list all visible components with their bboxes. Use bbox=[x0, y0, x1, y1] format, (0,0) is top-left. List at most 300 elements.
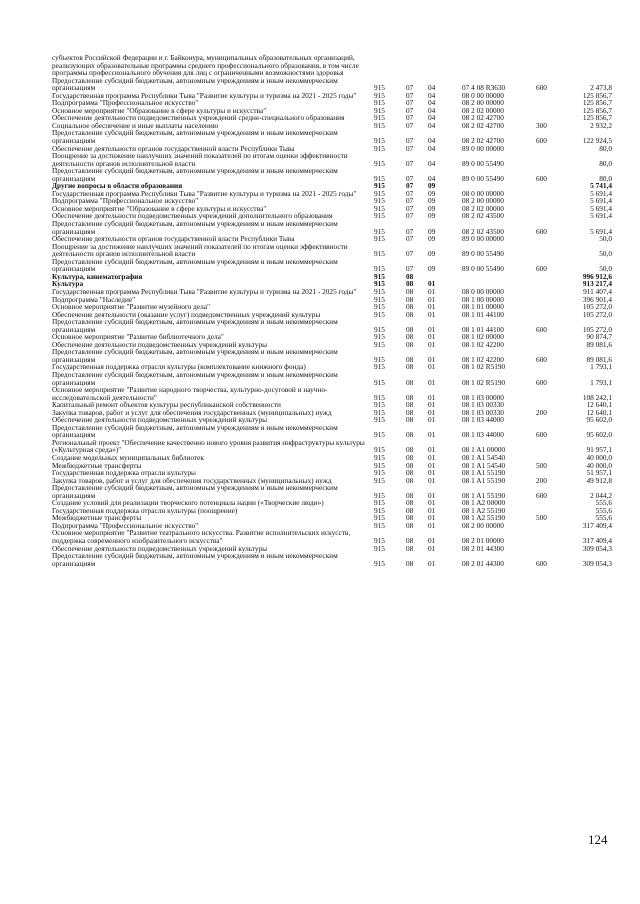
cell-grbs: 915 bbox=[374, 234, 385, 244]
cell-csr: 08 1 03 44000 bbox=[462, 415, 504, 425]
cell-sum: 2 044,2 bbox=[590, 490, 612, 500]
cell-name: Региональный проект "Обеспечение качественно нового уровня развития инфраструктуры культуры («Культурная среда»)" bbox=[52, 437, 365, 455]
cell-rz: 07 bbox=[406, 264, 414, 274]
cell-rz: 08 bbox=[406, 400, 414, 410]
cell-csr: 08 1 A2 55190 bbox=[462, 505, 506, 515]
cell-csr: 08 2 00 00000 bbox=[462, 98, 504, 108]
cell-grbs: 915 bbox=[374, 158, 385, 168]
table-row bbox=[52, 484, 612, 499]
cell-rz: 08 bbox=[406, 460, 414, 470]
cell-vr: 600 bbox=[536, 264, 547, 274]
cell-pr: 01 bbox=[428, 490, 436, 500]
cell-rz: 07 bbox=[406, 136, 414, 146]
cell-rz: 08 bbox=[406, 302, 414, 312]
cell-rz: 08 bbox=[406, 543, 414, 553]
cell-pr: 04 bbox=[428, 83, 436, 93]
cell-name: Основное мероприятие "Развитие библиотечного дела" bbox=[52, 332, 224, 342]
cell-pr: 01 bbox=[428, 286, 436, 296]
cell-grbs: 915 bbox=[374, 520, 385, 530]
cell-rz: 08 bbox=[406, 309, 414, 319]
table-row bbox=[52, 129, 612, 144]
page-number: 124 bbox=[588, 832, 608, 847]
cell-name: Основное мероприятие "Образование в сфере культуры и искусства" bbox=[52, 203, 267, 213]
cell-rz: 08 bbox=[406, 377, 414, 387]
cell-grbs: 915 bbox=[374, 392, 385, 402]
cell-sum: 105 272,0 bbox=[582, 324, 612, 334]
cell-grbs: 915 bbox=[374, 558, 385, 568]
cell-grbs: 915 bbox=[374, 203, 385, 213]
cell-sum: 5 741,4 bbox=[590, 181, 612, 191]
cell-grbs: 915 bbox=[374, 445, 385, 455]
cell-grbs: 915 bbox=[374, 475, 385, 485]
cell-name: Социальное обеспечение и иные выплаты населению bbox=[52, 120, 219, 130]
cell-csr: 89 0 00 55490 bbox=[462, 264, 504, 274]
cell-csr: 89 0 00 00000 bbox=[462, 143, 504, 153]
cell-grbs: 915 bbox=[374, 173, 385, 183]
cell-name: Межбюджетные трансферты bbox=[52, 513, 142, 523]
cell-grbs: 915 bbox=[374, 460, 385, 470]
cell-name: Государственная поддержка отрасли культуры (поощрение) bbox=[52, 505, 238, 515]
cell-grbs: 915 bbox=[374, 354, 385, 364]
cell-grbs: 915 bbox=[374, 505, 385, 515]
cell-sum: 91 957,1 bbox=[586, 445, 612, 455]
cell-sum: 317 409,4 bbox=[582, 520, 612, 530]
cell-name: Обеспечение деятельности подведомственных учреждений культуры bbox=[52, 543, 268, 553]
table-body bbox=[52, 77, 612, 568]
cell-grbs: 915 bbox=[374, 136, 385, 146]
cell-sum: 12 640,1 bbox=[586, 407, 612, 417]
cell-sum: 317 409,4 bbox=[582, 536, 612, 545]
cell-name: Предоставление субсидий бюджетным, автономным учреждениям и иным некоммерческим организациям bbox=[52, 166, 338, 183]
cell-sum: 49 912,8 bbox=[586, 475, 612, 485]
cell-pr: 04 bbox=[428, 98, 436, 108]
cell-rz: 08 bbox=[406, 430, 414, 440]
cell-pr: 09 bbox=[428, 181, 436, 191]
budget-table bbox=[52, 54, 612, 567]
cell-rz: 08 bbox=[406, 354, 414, 364]
cell-sum: 50,0 bbox=[599, 264, 612, 274]
cell-rz: 08 bbox=[406, 452, 414, 462]
table-row bbox=[52, 529, 612, 544]
cell-pr: 09 bbox=[428, 226, 436, 236]
cell-rz: 08 bbox=[406, 332, 414, 342]
intro-text: субъектов Российской Федерации и г. Байконура, муниципальных образовательных организаций, реализующих образовательные программы среднего профессионального образования, в том числе программы профессионального обучения для лиц с ограниченными возможностями здоровья bbox=[52, 53, 359, 78]
cell-name: Предоставление субсидий бюджетным, автономным учреждениям и иным некоммерческим организациям bbox=[52, 75, 338, 93]
cell-name: Основное мероприятие "Развитие театрального искусства. Развитие исполнительских искусств, поддержка современного изобразительного искусства" bbox=[52, 528, 351, 545]
cell-name: Подпрограмма "Наследие" bbox=[52, 294, 136, 304]
cell-grbs: 915 bbox=[374, 90, 385, 100]
cell-grbs: 915 bbox=[374, 271, 385, 281]
cell-csr: 08 2 02 43500 bbox=[462, 211, 504, 221]
cell-grbs: 915 bbox=[374, 309, 385, 319]
table-row bbox=[52, 371, 612, 386]
cell-pr: 01 bbox=[428, 362, 436, 372]
cell-csr: 08 1 02 42200 bbox=[462, 339, 504, 349]
cell-rz: 08 bbox=[406, 513, 414, 523]
cell-csr: 08 0 00 00000 bbox=[462, 188, 504, 198]
cell-sum: 89 081,6 bbox=[586, 354, 612, 364]
cell-sum: 12 640,1 bbox=[586, 400, 612, 410]
cell-sum: 996 912,6 bbox=[582, 271, 612, 281]
cell-csr: 08 1 A1 55190 bbox=[462, 475, 506, 485]
intro-row bbox=[52, 54, 612, 77]
cell-grbs: 915 bbox=[374, 415, 385, 425]
cell-sum: 911 407,4 bbox=[583, 286, 612, 296]
cell-rz: 08 bbox=[406, 392, 414, 402]
cell-pr: 01 bbox=[428, 475, 436, 485]
cell-pr: 01 bbox=[428, 339, 436, 349]
cell-sum: 125 856,7 bbox=[582, 98, 612, 108]
cell-rz: 07 bbox=[406, 249, 414, 259]
cell-name: Предоставление субсидий бюджетным, автономным учреждениям и иным некоммерческим организациям bbox=[52, 219, 338, 236]
cell-pr: 04 bbox=[428, 120, 436, 130]
cell-sum: 5 691,4 bbox=[590, 203, 612, 213]
cell-pr: 01 bbox=[428, 377, 436, 387]
cell-name: Предоставление субсидий бюджетным, автономным учреждениям и иным некоммерческим организациям bbox=[52, 483, 338, 500]
cell-csr: 08 1 A1 55190 bbox=[462, 468, 506, 478]
cell-csr: 08 1 01 00000 bbox=[462, 302, 504, 312]
cell-name: Обеспечение деятельности органов государственной власти Республики Тыва bbox=[52, 234, 295, 244]
cell-name: Создание условий для реализации творческого потенциала нации («Творческие люди») bbox=[52, 498, 324, 508]
cell-name: Обеспечение деятельности органов государственной власти Республики Тыва bbox=[52, 143, 295, 153]
table-row bbox=[52, 273, 612, 281]
cell-vr: 600 bbox=[536, 83, 547, 93]
cell-rz: 07 bbox=[406, 105, 414, 115]
cell-grbs: 915 bbox=[374, 498, 385, 508]
table-row bbox=[52, 220, 612, 235]
table-row bbox=[52, 318, 612, 333]
table-row bbox=[52, 439, 612, 454]
cell-grbs: 915 bbox=[374, 279, 385, 289]
cell-sum: 1 793,1 bbox=[590, 377, 612, 387]
cell-sum: 95 602,0 bbox=[586, 415, 612, 425]
cell-grbs: 915 bbox=[374, 339, 385, 349]
cell-pr: 01 bbox=[428, 460, 436, 470]
cell-csr: 08 2 01 44300 bbox=[462, 558, 504, 568]
cell-grbs: 915 bbox=[374, 536, 385, 545]
cell-pr: 01 bbox=[428, 543, 436, 553]
cell-name: Другие вопросы в области образования bbox=[52, 181, 183, 191]
cell-grbs: 915 bbox=[374, 513, 385, 523]
cell-pr: 01 bbox=[428, 445, 436, 455]
cell-rz: 08 bbox=[406, 468, 414, 478]
cell-sum: 80,0 bbox=[599, 158, 612, 168]
cell-pr: 09 bbox=[428, 249, 436, 259]
cell-grbs: 915 bbox=[374, 302, 385, 312]
cell-name: Закупка товаров, работ и услуг для обеспечения государственных (муниципальных) нужд bbox=[52, 407, 332, 417]
cell-csr: 89 0 00 55490 bbox=[462, 173, 504, 183]
cell-vr: 600 bbox=[536, 354, 547, 364]
cell-rz: 07 bbox=[406, 203, 414, 213]
cell-csr: 07 4 08 R3630 bbox=[462, 83, 506, 93]
cell-csr: 08 2 01 00000 bbox=[462, 536, 504, 545]
cell-name: Основное мероприятие "Образование в сфере культуры и искусства" bbox=[52, 105, 267, 115]
cell-pr: 01 bbox=[428, 392, 436, 402]
cell-name: Межбюджетные трансферты bbox=[52, 460, 142, 470]
cell-name: Подпрограмма "Профессиональное искусство" bbox=[52, 520, 199, 530]
cell-sum: 555,6 bbox=[595, 498, 612, 508]
cell-sum: 396 901,4 bbox=[582, 294, 612, 304]
cell-rz: 08 bbox=[406, 498, 414, 508]
cell-pr: 04 bbox=[428, 90, 436, 100]
cell-csr: 08 1 A1 00000 bbox=[462, 445, 506, 455]
cell-name: Государственная поддержка отрасли культуры bbox=[52, 468, 196, 478]
cell-csr: 08 0 00 00000 bbox=[462, 90, 504, 100]
cell-sum: 309 054,3 bbox=[582, 558, 612, 568]
cell-name: Государственная программа Республики Тыва "Развитие культуры и туризма на 2021 - 2025 годы" bbox=[52, 90, 357, 100]
cell-sum: 125 856,7 bbox=[582, 105, 612, 115]
cell-grbs: 915 bbox=[374, 286, 385, 296]
cell-csr: 08 1 03 00000 bbox=[462, 392, 504, 402]
cell-rz: 07 bbox=[406, 234, 414, 244]
cell-csr: 08 2 02 42700 bbox=[462, 113, 504, 123]
cell-grbs: 915 bbox=[374, 226, 385, 236]
cell-csr: 89 0 00 00000 bbox=[462, 234, 504, 244]
cell-pr: 01 bbox=[428, 430, 436, 440]
cell-pr: 01 bbox=[428, 520, 436, 530]
cell-name: Поощрение за достижение наилучших значений показателей по итогам оценки эффективности деятельности органов исполнительной власти bbox=[52, 151, 348, 168]
cell-vr: 600 bbox=[536, 173, 547, 183]
cell-name: Государственная поддержка отрасли культуры (комплектование книжного фонда) bbox=[52, 362, 306, 372]
cell-sum: 80,0 bbox=[599, 143, 612, 153]
cell-grbs: 915 bbox=[374, 543, 385, 553]
cell-vr: 600 bbox=[536, 558, 547, 568]
cell-name: Государственная программа Республики Тыва "Развитие культуры и туризма на 2021 - 2025 годы" bbox=[52, 286, 357, 296]
cell-rz: 08 bbox=[406, 415, 414, 425]
cell-sum: 51 957,1 bbox=[586, 468, 612, 478]
cell-grbs: 915 bbox=[374, 377, 385, 387]
cell-rz: 07 bbox=[406, 188, 414, 198]
cell-rz: 08 bbox=[406, 445, 414, 455]
cell-pr: 01 bbox=[428, 468, 436, 478]
table-row bbox=[52, 288, 612, 296]
cell-name: Культура bbox=[52, 279, 84, 289]
cell-rz: 07 bbox=[406, 158, 414, 168]
cell-rz: 07 bbox=[406, 113, 414, 123]
cell-sum: 125 856,7 bbox=[582, 90, 612, 100]
cell-grbs: 915 bbox=[374, 400, 385, 410]
cell-rz: 07 bbox=[406, 211, 414, 221]
cell-grbs: 915 bbox=[374, 98, 385, 108]
cell-pr: 01 bbox=[428, 558, 436, 568]
cell-name: Обеспечение деятельности (оказание услуг) подведомственных учреждений культуры bbox=[52, 309, 321, 319]
cell-sum: 89 081,6 bbox=[586, 339, 612, 349]
cell-sum: 5 691,4 bbox=[590, 226, 612, 236]
cell-vr: 600 bbox=[536, 226, 547, 236]
cell-sum: 125 856,7 bbox=[582, 113, 612, 123]
cell-sum: 95 602,0 bbox=[586, 430, 612, 440]
cell-sum: 555,6 bbox=[595, 505, 612, 515]
cell-vr: 200 bbox=[536, 407, 547, 417]
cell-grbs: 915 bbox=[374, 196, 385, 206]
cell-pr: 01 bbox=[428, 302, 436, 312]
cell-csr: 08 1 A1 55190 bbox=[462, 490, 506, 500]
cell-sum: 1 793,1 bbox=[590, 362, 612, 372]
cell-grbs: 915 bbox=[374, 211, 385, 221]
cell-name: Обеспечение деятельности подведомственных учреждений средне-специального образования bbox=[52, 113, 345, 123]
cell-sum: 2 473,8 bbox=[590, 83, 612, 93]
cell-name: Предоставление субсидий бюджетным, автономным учреждениям и иным некоммерческим организациям bbox=[52, 317, 338, 334]
cell-name: Обеспечение деятельности подведомственных учреждений дополнительного образования bbox=[52, 211, 333, 221]
cell-name: Закупка товаров, работ и услуг для обеспечения государственных (муниципальных) нужд bbox=[52, 475, 332, 485]
cell-rz: 07 bbox=[406, 173, 414, 183]
cell-name: Предоставление субсидий бюджетным, автономным учреждениям и иным некоммерческим организациям bbox=[52, 347, 338, 364]
cell-rz: 07 bbox=[406, 98, 414, 108]
table-row bbox=[52, 424, 612, 439]
cell-grbs: 915 bbox=[374, 249, 385, 259]
cell-sum: 5 691,4 bbox=[590, 196, 612, 206]
cell-name: Основное мероприятие "Развитие народного творчества, культурно-досуговой и научно-исследовательской деятельности" bbox=[52, 385, 328, 402]
cell-name: Государственная программа Республики Тыва "Развитие культуры и туризма на 2021 - 2025 годы" bbox=[52, 188, 357, 198]
cell-rz: 08 bbox=[406, 286, 414, 296]
cell-sum: 5 691,4 bbox=[590, 211, 612, 221]
cell-csr: 08 1 03 00330 bbox=[462, 407, 504, 417]
table-row bbox=[52, 167, 612, 182]
table-row bbox=[52, 152, 612, 167]
cell-sum: 913 217,4 bbox=[582, 279, 612, 289]
table-row bbox=[52, 386, 612, 401]
cell-sum: 309 054,3 bbox=[582, 543, 612, 553]
cell-csr: 08 1 A1 54540 bbox=[462, 452, 506, 462]
cell-vr: 200 bbox=[536, 475, 547, 485]
cell-csr: 08 1 03 44000 bbox=[462, 430, 504, 440]
cell-sum: 40 000,0 bbox=[586, 460, 612, 470]
cell-vr: 600 bbox=[536, 430, 547, 440]
cell-name: Капитальный ремонт объектов культуры республиканской собственности bbox=[52, 400, 281, 410]
cell-rz: 08 bbox=[406, 339, 414, 349]
cell-pr: 01 bbox=[428, 279, 436, 289]
cell-grbs: 915 bbox=[374, 113, 385, 123]
cell-rz: 07 bbox=[406, 120, 414, 130]
cell-grbs: 915 bbox=[374, 143, 385, 153]
cell-csr: 89 0 00 55490 bbox=[462, 249, 504, 259]
cell-csr: 08 2 02 43500 bbox=[462, 226, 504, 236]
cell-grbs: 915 bbox=[374, 452, 385, 462]
cell-vr: 600 bbox=[536, 377, 547, 387]
cell-rz: 08 bbox=[406, 490, 414, 500]
cell-rz: 08 bbox=[406, 520, 414, 530]
cell-vr: 300 bbox=[536, 120, 547, 130]
cell-sum: 122 924,5 bbox=[582, 136, 612, 146]
cell-name: Поощрение за достижение наилучших значений показателей по итогам оценки эффективности деятельности органов исполнительной власти bbox=[52, 241, 348, 259]
cell-sum: 105 272,0 bbox=[582, 309, 612, 319]
table-row bbox=[52, 258, 612, 273]
cell-sum: 40 000,0 bbox=[586, 452, 612, 462]
cell-grbs: 915 bbox=[374, 264, 385, 274]
cell-name: Создание модельных муниципальных библиотек bbox=[52, 452, 204, 462]
cell-grbs: 915 bbox=[374, 407, 385, 417]
cell-csr: 08 0 00 00000 bbox=[462, 286, 504, 296]
cell-name: Обеспечение деятельности подведомственных учреждений культуры bbox=[52, 415, 268, 425]
cell-vr: 500 bbox=[536, 460, 547, 470]
cell-name: Подпрограмма "Профессиональное искусство" bbox=[52, 196, 199, 206]
cell-pr: 01 bbox=[428, 407, 436, 417]
cell-grbs: 915 bbox=[374, 430, 385, 440]
cell-sum: 108 242,1 bbox=[582, 392, 612, 402]
cell-rz: 08 bbox=[406, 536, 414, 545]
cell-pr: 04 bbox=[428, 158, 436, 168]
cell-pr: 01 bbox=[428, 294, 436, 304]
cell-csr: 08 2 02 00000 bbox=[462, 203, 504, 213]
cell-name: Предоставление субсидий бюджетным, автономным учреждениям и иным некоммерческим организациям bbox=[52, 256, 338, 274]
cell-pr: 01 bbox=[428, 354, 436, 364]
cell-pr: 01 bbox=[428, 452, 436, 462]
cell-sum: 555,6 bbox=[595, 513, 612, 523]
table-row bbox=[52, 348, 612, 363]
cell-csr: 08 1 A2 00000 bbox=[462, 498, 506, 508]
cell-name: Предоставление субсидий бюджетным, автономным учреждениям и иным некоммерческим организациям bbox=[52, 369, 338, 387]
cell-csr: 08 2 00 00000 bbox=[462, 520, 504, 530]
cell-name: Основное мероприятие "Развитие музейного дела" bbox=[52, 302, 210, 312]
cell-csr: 89 0 00 55490 bbox=[462, 158, 504, 168]
cell-csr: 08 1 02 R5190 bbox=[462, 377, 506, 387]
cell-pr: 04 bbox=[428, 143, 436, 153]
cell-csr: 08 1 02 42200 bbox=[462, 354, 504, 364]
cell-name: Предоставление субсидий бюджетным, автономным учреждениям и иным некоммерческим организациям bbox=[52, 128, 338, 146]
table-row bbox=[52, 77, 612, 92]
cell-pr: 01 bbox=[428, 400, 436, 410]
cell-pr: 01 bbox=[428, 332, 436, 342]
cell-pr: 09 bbox=[428, 188, 436, 198]
cell-pr: 01 bbox=[428, 513, 436, 523]
cell-pr: 01 bbox=[428, 498, 436, 508]
cell-pr: 09 bbox=[428, 264, 436, 274]
cell-name: Подпрограмма "Профессиональное искусство" bbox=[52, 98, 199, 108]
cell-sum: 5 691,4 bbox=[590, 188, 612, 198]
cell-rz: 08 bbox=[406, 407, 414, 417]
cell-csr: 08 1 02 00000 bbox=[462, 332, 504, 342]
cell-rz: 08 bbox=[406, 362, 414, 372]
cell-pr: 09 bbox=[428, 234, 436, 244]
cell-name: Культура, кинематография bbox=[52, 271, 143, 281]
cell-sum: 105 272,0 bbox=[582, 302, 612, 312]
table-row bbox=[52, 552, 612, 567]
cell-rz: 07 bbox=[406, 83, 414, 93]
cell-pr: 04 bbox=[428, 136, 436, 146]
cell-pr: 09 bbox=[428, 196, 436, 206]
cell-grbs: 915 bbox=[374, 324, 385, 334]
cell-pr: 01 bbox=[428, 536, 436, 545]
cell-rz: 07 bbox=[406, 196, 414, 206]
cell-csr: 08 1 00 00000 bbox=[462, 294, 504, 304]
cell-sum: 2 932,2 bbox=[590, 120, 612, 130]
cell-name: Обеспечение деятельности подведомственных учреждений культуры bbox=[52, 339, 268, 349]
cell-rz: 08 bbox=[406, 279, 414, 289]
cell-pr: 01 bbox=[428, 309, 436, 319]
cell-csr: 08 1 02 R5190 bbox=[462, 362, 506, 372]
cell-rz: 07 bbox=[406, 226, 414, 236]
cell-grbs: 915 bbox=[374, 83, 385, 93]
cell-grbs: 915 bbox=[374, 490, 385, 500]
cell-pr: 04 bbox=[428, 113, 436, 123]
cell-pr: 01 bbox=[428, 505, 436, 515]
cell-rz: 08 bbox=[406, 505, 414, 515]
cell-sum: 50,0 bbox=[599, 249, 612, 259]
cell-rz: 07 bbox=[406, 90, 414, 100]
cell-rz: 07 bbox=[406, 181, 414, 191]
cell-csr: 08 2 02 42700 bbox=[462, 120, 504, 130]
cell-pr: 09 bbox=[428, 211, 436, 221]
cell-grbs: 915 bbox=[374, 120, 385, 130]
cell-csr: 08 2 02 00000 bbox=[462, 105, 504, 115]
cell-grbs: 915 bbox=[374, 181, 385, 191]
cell-rz: 08 bbox=[406, 271, 414, 281]
cell-csr: 08 2 00 00000 bbox=[462, 196, 504, 206]
cell-sum: 90 874,7 bbox=[586, 332, 612, 342]
cell-sum: 80,0 bbox=[599, 173, 612, 183]
cell-vr: 500 bbox=[536, 513, 547, 523]
cell-vr: 600 bbox=[536, 490, 547, 500]
